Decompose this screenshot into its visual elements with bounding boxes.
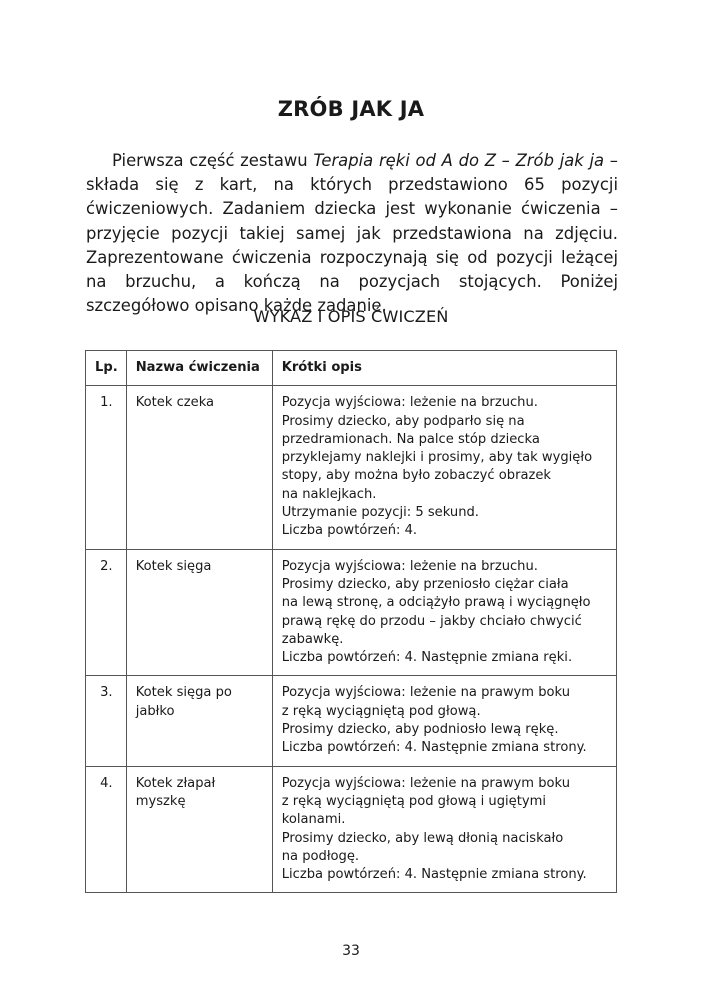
table-row bbox=[86, 676, 617, 766]
description-line: Liczba powtórzeń: 4. Następnie zmiana strony. bbox=[281, 867, 587, 883]
page-title: ZRÓB JAK JA bbox=[277, 97, 425, 121]
intro-italic-title: Terapia ręki od A do Z – Zrób jak ja bbox=[313, 151, 605, 170]
section-subtitle: WYKAZ I OPIS ĆWICZEŃ bbox=[253, 307, 449, 326]
header-number: Lp. bbox=[86, 351, 127, 386]
description-line: Prosimy dziecko, aby podparło się na bbox=[281, 413, 525, 429]
row-number: 1. bbox=[86, 386, 127, 549]
description-line: Utrzymanie pozycji: 5 sekund. bbox=[281, 505, 479, 521]
table-row bbox=[86, 386, 617, 549]
description-line: kolanami. bbox=[281, 812, 346, 828]
exercise-description bbox=[272, 549, 616, 676]
description-line: z ręką wyciągniętą pod głową. bbox=[281, 703, 481, 719]
description-line: stopy, aby można było zobaczyć obrazek bbox=[281, 468, 552, 484]
description-line: na podłogę. bbox=[281, 848, 360, 864]
description-line: Liczba powtórzeń: 4. Następnie zmiana strony. bbox=[281, 740, 587, 756]
description-line: Pozycja wyjściowa: leżenie na brzuchu. bbox=[281, 395, 538, 411]
description-line: Pozycja wyjściowa: leżenie na brzuchu. bbox=[281, 558, 538, 574]
header-exercise-name: Nazwa ćwiczenia bbox=[126, 351, 272, 386]
exercise-table bbox=[85, 350, 617, 893]
exercise-name: Kotek sięga bbox=[126, 549, 272, 676]
page-number: 33 bbox=[342, 943, 360, 959]
table-header-row bbox=[86, 351, 617, 386]
row-number: 3. bbox=[86, 676, 127, 766]
description-line: prawą rękę do przodu – jakby chciało chwycić bbox=[281, 613, 582, 629]
intro-text-start: Pierwsza część zestawu bbox=[112, 151, 314, 170]
description-line: Pozycja wyjściowa: leżenie na prawym boku bbox=[281, 685, 571, 701]
intro-text-end: – składa się z kart, na których przedstawiono 65 pozycji ćwiczeniowych. Zadaniem dziecka jest wykonanie ćwiczenia – przyjęcie pozycji takiej samej jak przedstawiona na zdjęciu. Zaprezentowane ćwiczenia rozpoczynają się od pozycji leżącej na brzuchu, a kończą na pozycjach stojących. Poniżej szczegółowo opisano każde zadanie. bbox=[86, 151, 619, 316]
description-line: Prosimy dziecko, aby lewą dłonią naciskało bbox=[281, 830, 564, 846]
exercise-name: Kotek złapał myszkę bbox=[126, 766, 272, 893]
exercise-description bbox=[272, 386, 616, 549]
description-line: Prosimy dziecko, aby przeniosło ciężar ciała bbox=[281, 576, 569, 592]
description-line: Pozycja wyjściowa: leżenie na prawym boku bbox=[281, 775, 571, 791]
table-row bbox=[86, 766, 617, 893]
row-number: 2. bbox=[86, 549, 127, 676]
table-row bbox=[86, 549, 617, 676]
row-number: 4. bbox=[86, 766, 127, 893]
header-description: Krótki opis bbox=[272, 351, 616, 386]
exercise-description bbox=[272, 766, 616, 893]
description-line: z ręką wyciągniętą pod głową i ugiętymi bbox=[281, 793, 547, 809]
exercise-name: Kotek czeka bbox=[126, 386, 272, 549]
description-line: Liczba powtórzeń: 4. Następnie zmiana ręki. bbox=[281, 650, 573, 666]
description-line: Prosimy dziecko, aby podniosło lewą rękę. bbox=[281, 722, 559, 738]
description-line: przedramionach. Na palce stóp dziecka bbox=[281, 431, 540, 447]
description-line: na naklejkach. bbox=[281, 486, 377, 502]
description-line: przyklejamy naklejki i prosimy, aby tak wygięło bbox=[281, 450, 593, 466]
intro-paragraph bbox=[86, 149, 618, 318]
exercise-description bbox=[272, 676, 616, 766]
description-line: na lewą stronę, a odciążyło prawą i wyciągnęło bbox=[281, 595, 591, 611]
description-line: zabawkę. bbox=[281, 631, 344, 647]
exercise-name: Kotek sięga po jabłko bbox=[126, 676, 272, 766]
table-body bbox=[86, 386, 617, 893]
description-line: Liczba powtórzeń: 4. bbox=[281, 523, 418, 539]
